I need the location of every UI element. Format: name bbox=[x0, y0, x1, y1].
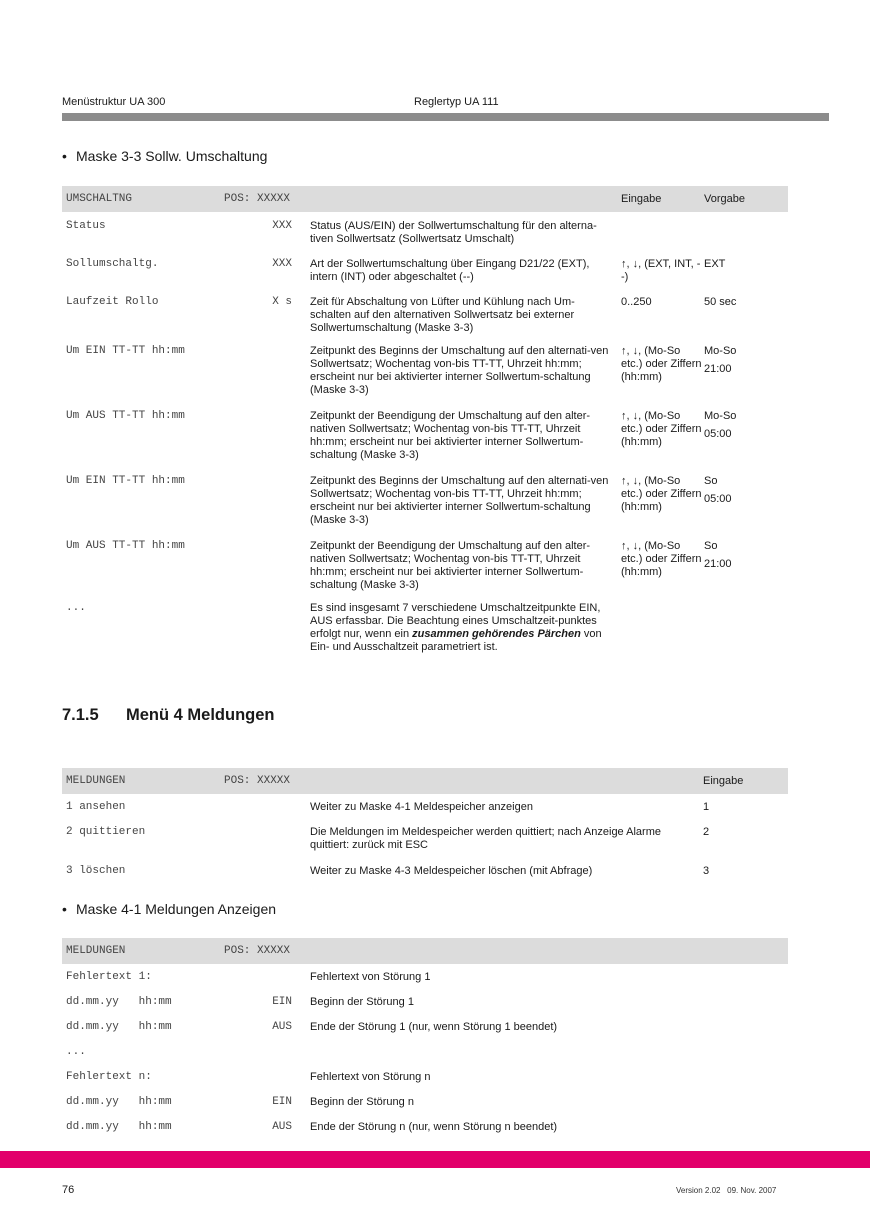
menu4-table bbox=[62, 768, 788, 883]
table-row: dd.mm.yy hh:mm EIN Beginn der Störung n bbox=[66, 1096, 414, 1108]
table-header-row bbox=[62, 186, 788, 212]
footer-bar bbox=[0, 1151, 870, 1168]
mask41-title: • Maske 4-1 Meldungen Anzeigen bbox=[62, 901, 277, 917]
pairing-note: Es sind insgesamt 7 verschiedene Umschaltzeitpunkte EIN, AUS erfassbar. Die Beachtung eines Umschaltzeit-punktes erfolgt nur, wenn ein zusammen gehörendes Pärchen von Ein- und Ausschaltzeit parametriert ist. bbox=[310, 602, 602, 653]
bullet-icon: • bbox=[62, 148, 67, 164]
table-row: dd.mm.yy hh:mm AUS Ende der Störung n (nur, wenn Störung n beendet) bbox=[66, 1121, 558, 1133]
mask33-table bbox=[62, 186, 788, 662]
bullet-icon: • bbox=[62, 901, 67, 917]
table-row: Um AUS TT-TT hh:mm Zeitpunkt der Beendigung der Umschaltung auf den alter-nativen Sollwertsatz; Wochentag von-bis TT-TT, Uhrzeit hh:mm; erscheint nur bei aktivierter interner Sollwertum-schaltung (Maske 3-3) ↑, ↓, (Mo-So etc.) oder Ziffern (hh:mm) Mo-So 05:00 bbox=[66, 410, 737, 461]
table-row: Sollumschaltg. XXX Art der Sollwertumschaltung über Eingang D21/22 (EXT), intern (INT) oder abgeschaltet (--) ↑, ↓, (EXT, INT, --) EXT bbox=[66, 258, 726, 283]
mask33-title: • Maske 3-3 Sollw. Umschaltung bbox=[62, 148, 268, 164]
table-header-row bbox=[62, 768, 788, 794]
table-row: Fehlertext n: Fehlertext von Störung n bbox=[66, 1071, 431, 1083]
table-row: 2 quittieren Die Meldungen im Meldespeicher werden quittiert; nach Anzeige Alarme quittiert: zurück mit ESC 2 bbox=[66, 826, 710, 851]
section-heading: 7.1.5 Menü 4 Meldungen bbox=[62, 706, 275, 724]
table-row: 3 löschen Weiter zu Maske 4-3 Meldespeicher löschen (mit Abfrage) 3 bbox=[66, 865, 710, 877]
page-number: 76 bbox=[62, 1184, 75, 1196]
mask41-table bbox=[62, 938, 788, 1139]
table-row: dd.mm.yy hh:mm EIN Beginn der Störung 1 bbox=[66, 996, 414, 1008]
header-chapter: Menüstruktur UA 300 bbox=[62, 96, 166, 108]
table-row: ... Es sind insgesamt 7 verschiedene Umschaltzeitpunkte EIN, AUS erfassbar. Die Beachtung eines Umschaltzeit-punktes erfolgt nur, wenn ein zusammen gehörendes Pärchen von Ein- und Ausschaltzeit parametriert ist. bbox=[62, 598, 788, 662]
table-row: dd.mm.yy hh:mm AUS Ende der Störung 1 (nur, wenn Störung 1 beendet) bbox=[66, 1021, 558, 1033]
header-cell: Vorgabe bbox=[704, 186, 788, 212]
header-cell: POS: XXXXX bbox=[222, 938, 310, 964]
header-cell: Eingabe bbox=[703, 768, 788, 794]
table-row: Fehlertext 1: Fehlertext von Störung 1 bbox=[66, 971, 431, 983]
table-row: Um EIN TT-TT hh:mm Zeitpunkt des Beginns der Umschaltung auf den alternati-ven Sollwertsatz; Wochentag von-bis TT-TT, Uhrzeit hh:mm; erscheint nur bei aktivierter interner Sollwertum-schaltung (Maske 3-3) ↑, ↓, (Mo-So etc.) oder Ziffern (hh:mm) So 05:00 bbox=[66, 475, 732, 526]
table-row: Status XXX Status (AUS/EIN) der Sollwertumschaltung für den alterna-tiven Sollwertsatz (Sollwertsatz Umschalt) bbox=[66, 220, 597, 245]
header-cell: Eingabe bbox=[621, 186, 704, 212]
table-row: ... bbox=[66, 1046, 86, 1058]
table-row: Um AUS TT-TT hh:mm Zeitpunkt der Beendigung der Umschaltung auf den alter-nativen Sollwertsatz; Wochentag von-bis TT-TT, Uhrzeit hh:mm; erscheint nur bei aktivierter interner Sollwertum-schaltung (Maske 3-3) ↑, ↓, (Mo-So etc.) oder Ziffern (hh:mm) So 21:00 bbox=[66, 540, 732, 591]
table-row: Um EIN TT-TT hh:mm Zeitpunkt des Beginns der Umschaltung auf den alternati-ven Sollwertsatz; Wochentag von-bis TT-TT, Uhrzeit hh:mm; erscheint nur bei aktivierter interner Sollwertum-schaltung (Maske 3-3) ↑, ↓, (Mo-So etc.) oder Ziffern (hh:mm) Mo-So 21:00 bbox=[66, 345, 737, 396]
header-cell: MELDUNGEN bbox=[62, 938, 222, 964]
header-cell: MELDUNGEN bbox=[62, 768, 222, 794]
table-row: 1 ansehen Weiter zu Maske 4-1 Meldespeicher anzeigen 1 bbox=[66, 801, 710, 813]
table-row: Laufzeit Rollo X s Zeit für Abschaltung von Lüfter und Kühlung nach Um-schalten auf den alternativen Sollwertsatz bei externer Sollwertumschaltung (Maske 3-3) 0..250 50 sec bbox=[66, 296, 737, 334]
header-cell: UMSCHALTNG bbox=[62, 186, 222, 212]
version-info: Version 2.02 09. Nov. 2007 bbox=[676, 1186, 777, 1195]
header-cell: POS: XXXXX bbox=[222, 186, 310, 212]
table-header-row bbox=[62, 938, 788, 964]
header-cell: POS: XXXXX bbox=[222, 768, 310, 794]
header-divider bbox=[62, 113, 829, 121]
header-controller-type: Reglertyp UA 111 bbox=[414, 96, 499, 108]
